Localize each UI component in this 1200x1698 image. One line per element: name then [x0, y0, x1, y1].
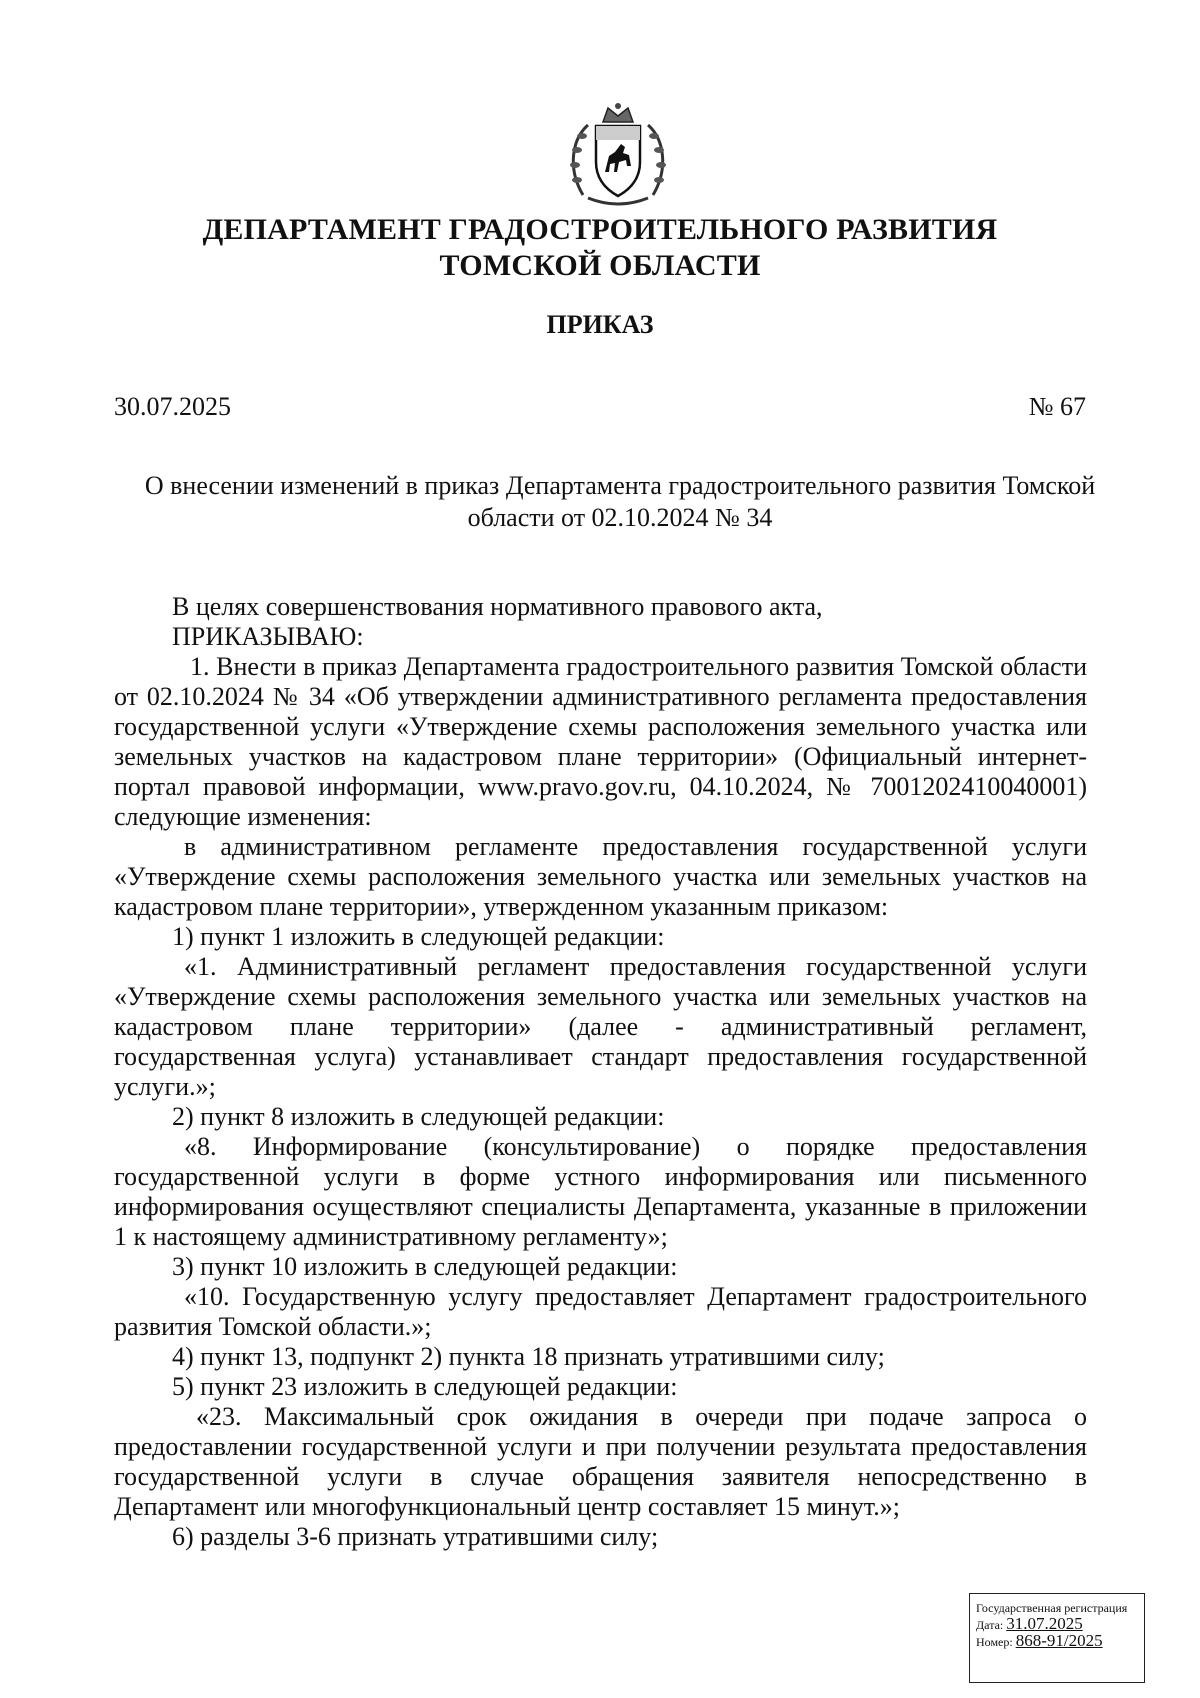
- body-paragraph: В целях совершенствования нормативного правового акта,: [172, 592, 823, 621]
- document-number: № 67: [1028, 392, 1086, 421]
- document-body: [114, 592, 1087, 1552]
- registration-stamp: [969, 1593, 1145, 1683]
- body-paragraph: 1) пункт 1 изложить в следующей редакции:: [172, 922, 665, 951]
- body-paragraph: в административном регламенте предоставления государственной услуги «Утверждение схемы расположения земельного участка или земельных участков на кадастровом плане территории», утвержденном указанным приказом:: [114, 832, 1087, 921]
- stamp-number-value: 868-91/2025: [1015, 1631, 1103, 1650]
- body-paragraph: «8. Информирование (консультирование) о порядке предоставления государственной услуги в форме устного информирования или письменного информирования осуществляют специалисты Департамента, указанные в приложении 1 к настоящему административному регламенту»;: [114, 1132, 1087, 1251]
- document-type: ПРИКАЗ: [546, 310, 654, 339]
- coat-of-arms-icon: [563, 100, 673, 210]
- document-date: 30.07.2025: [114, 392, 231, 421]
- stamp-date-value: 31.07.2025: [1006, 1614, 1083, 1633]
- body-paragraph: 2) пункт 8 изложить в следующей редакции:: [172, 1102, 665, 1131]
- body-paragraph: 3) пункт 10 изложить в следующей редакции:: [172, 1252, 678, 1281]
- body-paragraph: 4) пункт 13, подпункт 2) пункта 18 признать утратившими силу;: [172, 1342, 885, 1371]
- document-subject: О внесении изменений в приказ Департамента градостроительного развития Томской области от 02.10.2024 № 34: [144, 471, 1096, 532]
- body-paragraph: «23. Максимальный срок ожидания в очереди при подаче запроса о предоставлении государственной услуги и при получении результата предоставления государственной услуги в случае обращения заявителя непосредственно в Департамент или многофункциональный центр составляет 15 минут.»;: [114, 1402, 1087, 1521]
- body-paragraph: 5) пункт 23 изложить в следующей редакции:: [172, 1372, 678, 1401]
- organization-name-line-2: ТОМСКОЙ ОБЛАСТИ: [439, 249, 761, 282]
- body-paragraph: ПРИКАЗЫВАЮ:: [172, 622, 364, 651]
- body-paragraph: 1. Внести в приказ Департамента градостроительного развития Томской области от 02.10.2024 № 34 «Об утверждении административного регламента предоставления государственной услуги «Утверждение схемы расположения земельного участка или земельных участков на кадастровом плане территории» (Официальный интернет-портал правовой информации, www.pravo.gov.ru, 04.10.2024, № 7001202410040001) следующие изменения:: [114, 652, 1087, 831]
- body-paragraph: «1. Административный регламент предоставления государственной услуги «Утверждение схемы расположения земельного участка или земельных участков на кадастровом плане территории» (далее - административный регламент, государственная услуга) устанавливает стандарт предоставления государственной услуги.»;: [114, 952, 1087, 1101]
- stamp-title: Государственная регистрация: [976, 1601, 1128, 1615]
- body-paragraph: 6) разделы 3-6 признать утратившими силу;: [172, 1522, 659, 1551]
- organization-name-line-1: ДЕПАРТАМЕНТ ГРАДОСТРОИТЕЛЬНОГО РАЗВИТИЯ: [202, 213, 998, 246]
- stamp-date-label: Дата:: [976, 1618, 1004, 1632]
- stamp-number-label: Номер:: [976, 1635, 1013, 1649]
- body-paragraph: «10. Государственную услугу предоставляет Департамент градостроительного развития Томской области.»;: [114, 1282, 1087, 1341]
